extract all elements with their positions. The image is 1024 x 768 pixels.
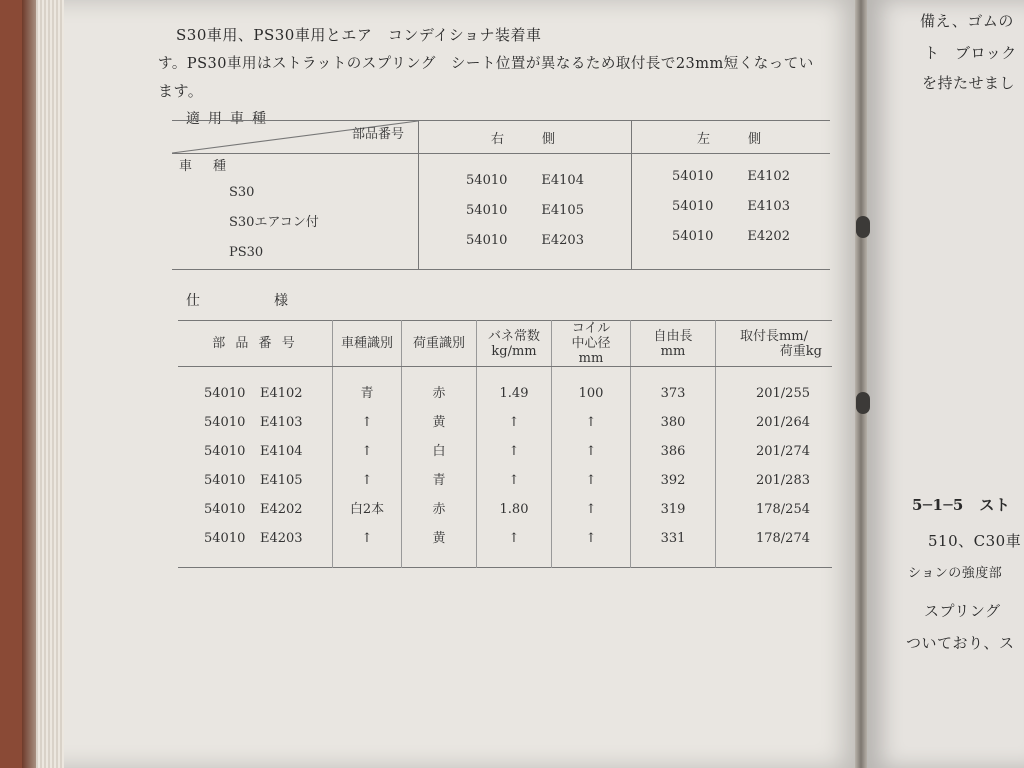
left-side-header: 左 側 [632, 121, 831, 154]
right-page-text: ションの強度部 [908, 566, 1003, 581]
free-length-header: 自由長 mm [631, 321, 716, 367]
part-number: 54010 E4202 [204, 502, 303, 517]
vehicle-id-header: 車種識別 [333, 321, 402, 367]
page-stack-edge [36, 0, 64, 768]
part-number: 54010 E4203 [204, 531, 303, 546]
part-number: 54010 E4102 [204, 386, 303, 401]
load-id-header: 荷重識別 [402, 321, 477, 367]
table-header-row [172, 121, 830, 154]
header-diagonal-cell [172, 121, 419, 154]
model-name: S30エアコン付 [229, 215, 319, 230]
right-side-parts [419, 154, 632, 270]
part-number: 54010 E4103 [672, 199, 790, 214]
part-number: 54010 E4203 [466, 233, 584, 248]
applicable-models-table [172, 120, 830, 270]
free-length-column: 373 380 386 392 319 331 [631, 367, 716, 568]
right-side-header: 右 側 [419, 121, 632, 154]
section-title: 仕 様 [186, 293, 318, 309]
part-number: 54010 E4102 [672, 169, 790, 184]
body-text-line: ます。 [158, 82, 204, 100]
part-number: 54010 E4105 [204, 473, 303, 488]
right-page-text: を持たせまし [922, 74, 1016, 92]
part-number: 54010 E4105 [466, 203, 584, 218]
section-title: 適用車種 [186, 111, 274, 127]
part-number: 54010 E4104 [204, 444, 303, 459]
right-page-heading: 5─1─5 スト [912, 496, 1011, 514]
vehicle-id-column: 青 ↑ ↑ ↑ 白2本 ↑ [333, 367, 402, 568]
body-text-line: S30車用、PS30車用とエア コンデイショナ装着車 [176, 26, 542, 44]
table-header-row [178, 321, 832, 367]
coil-diameter-header: コイル 中心径 mm [552, 321, 631, 367]
part-number-label: 部品番号 [351, 127, 404, 142]
specifications-table [178, 320, 832, 568]
model-name: PS30 [229, 245, 264, 260]
right-page-text: スプリング [924, 602, 1001, 620]
right-page-text: ついており、ス [906, 634, 1015, 652]
right-page-text: 備え、ゴムの [920, 12, 1014, 30]
mounted-length-column: 201/255 201/264 201/274 201/283 178/254 178/274 [755, 386, 810, 546]
binding-ring [856, 216, 870, 238]
part-numbers-column [178, 367, 333, 568]
vehicle-models-cell [172, 154, 419, 270]
spring-constant-header: バネ常数 kg/mm [477, 321, 552, 367]
part-number: 54010 E4202 [672, 229, 790, 244]
book-gutter [855, 0, 867, 768]
right-page-text: ト ブロック [924, 44, 1017, 62]
coil-diameter-column: 100 ↑ ↑ ↑ ↑ ↑ [552, 367, 631, 568]
part-number: 54010 E4104 [466, 173, 584, 188]
table-body-row [172, 154, 830, 270]
right-page-text: 510、C30車 [928, 532, 1022, 550]
binding-ring [856, 392, 870, 414]
left-side-parts [632, 154, 831, 270]
body-text-line: す。PS30車用はストラットのスプリング シート位置が異なるため取付長で23mm短くなってい [158, 56, 814, 72]
table-body-row [178, 367, 832, 568]
model-name: S30 [229, 185, 255, 200]
part-number: 54010 E4103 [204, 415, 303, 430]
vehicle-label: 車 種 [179, 159, 231, 174]
mounted-length-header: 取付長mm/ 荷重kg [716, 321, 833, 367]
load-id-column: 赤 黄 白 青 赤 黄 [402, 367, 477, 568]
part-number-header: 部 品 番 号 [178, 321, 333, 367]
spring-constant-column: 1.49 ↑ ↑ ↑ 1.80 ↑ [477, 367, 552, 568]
